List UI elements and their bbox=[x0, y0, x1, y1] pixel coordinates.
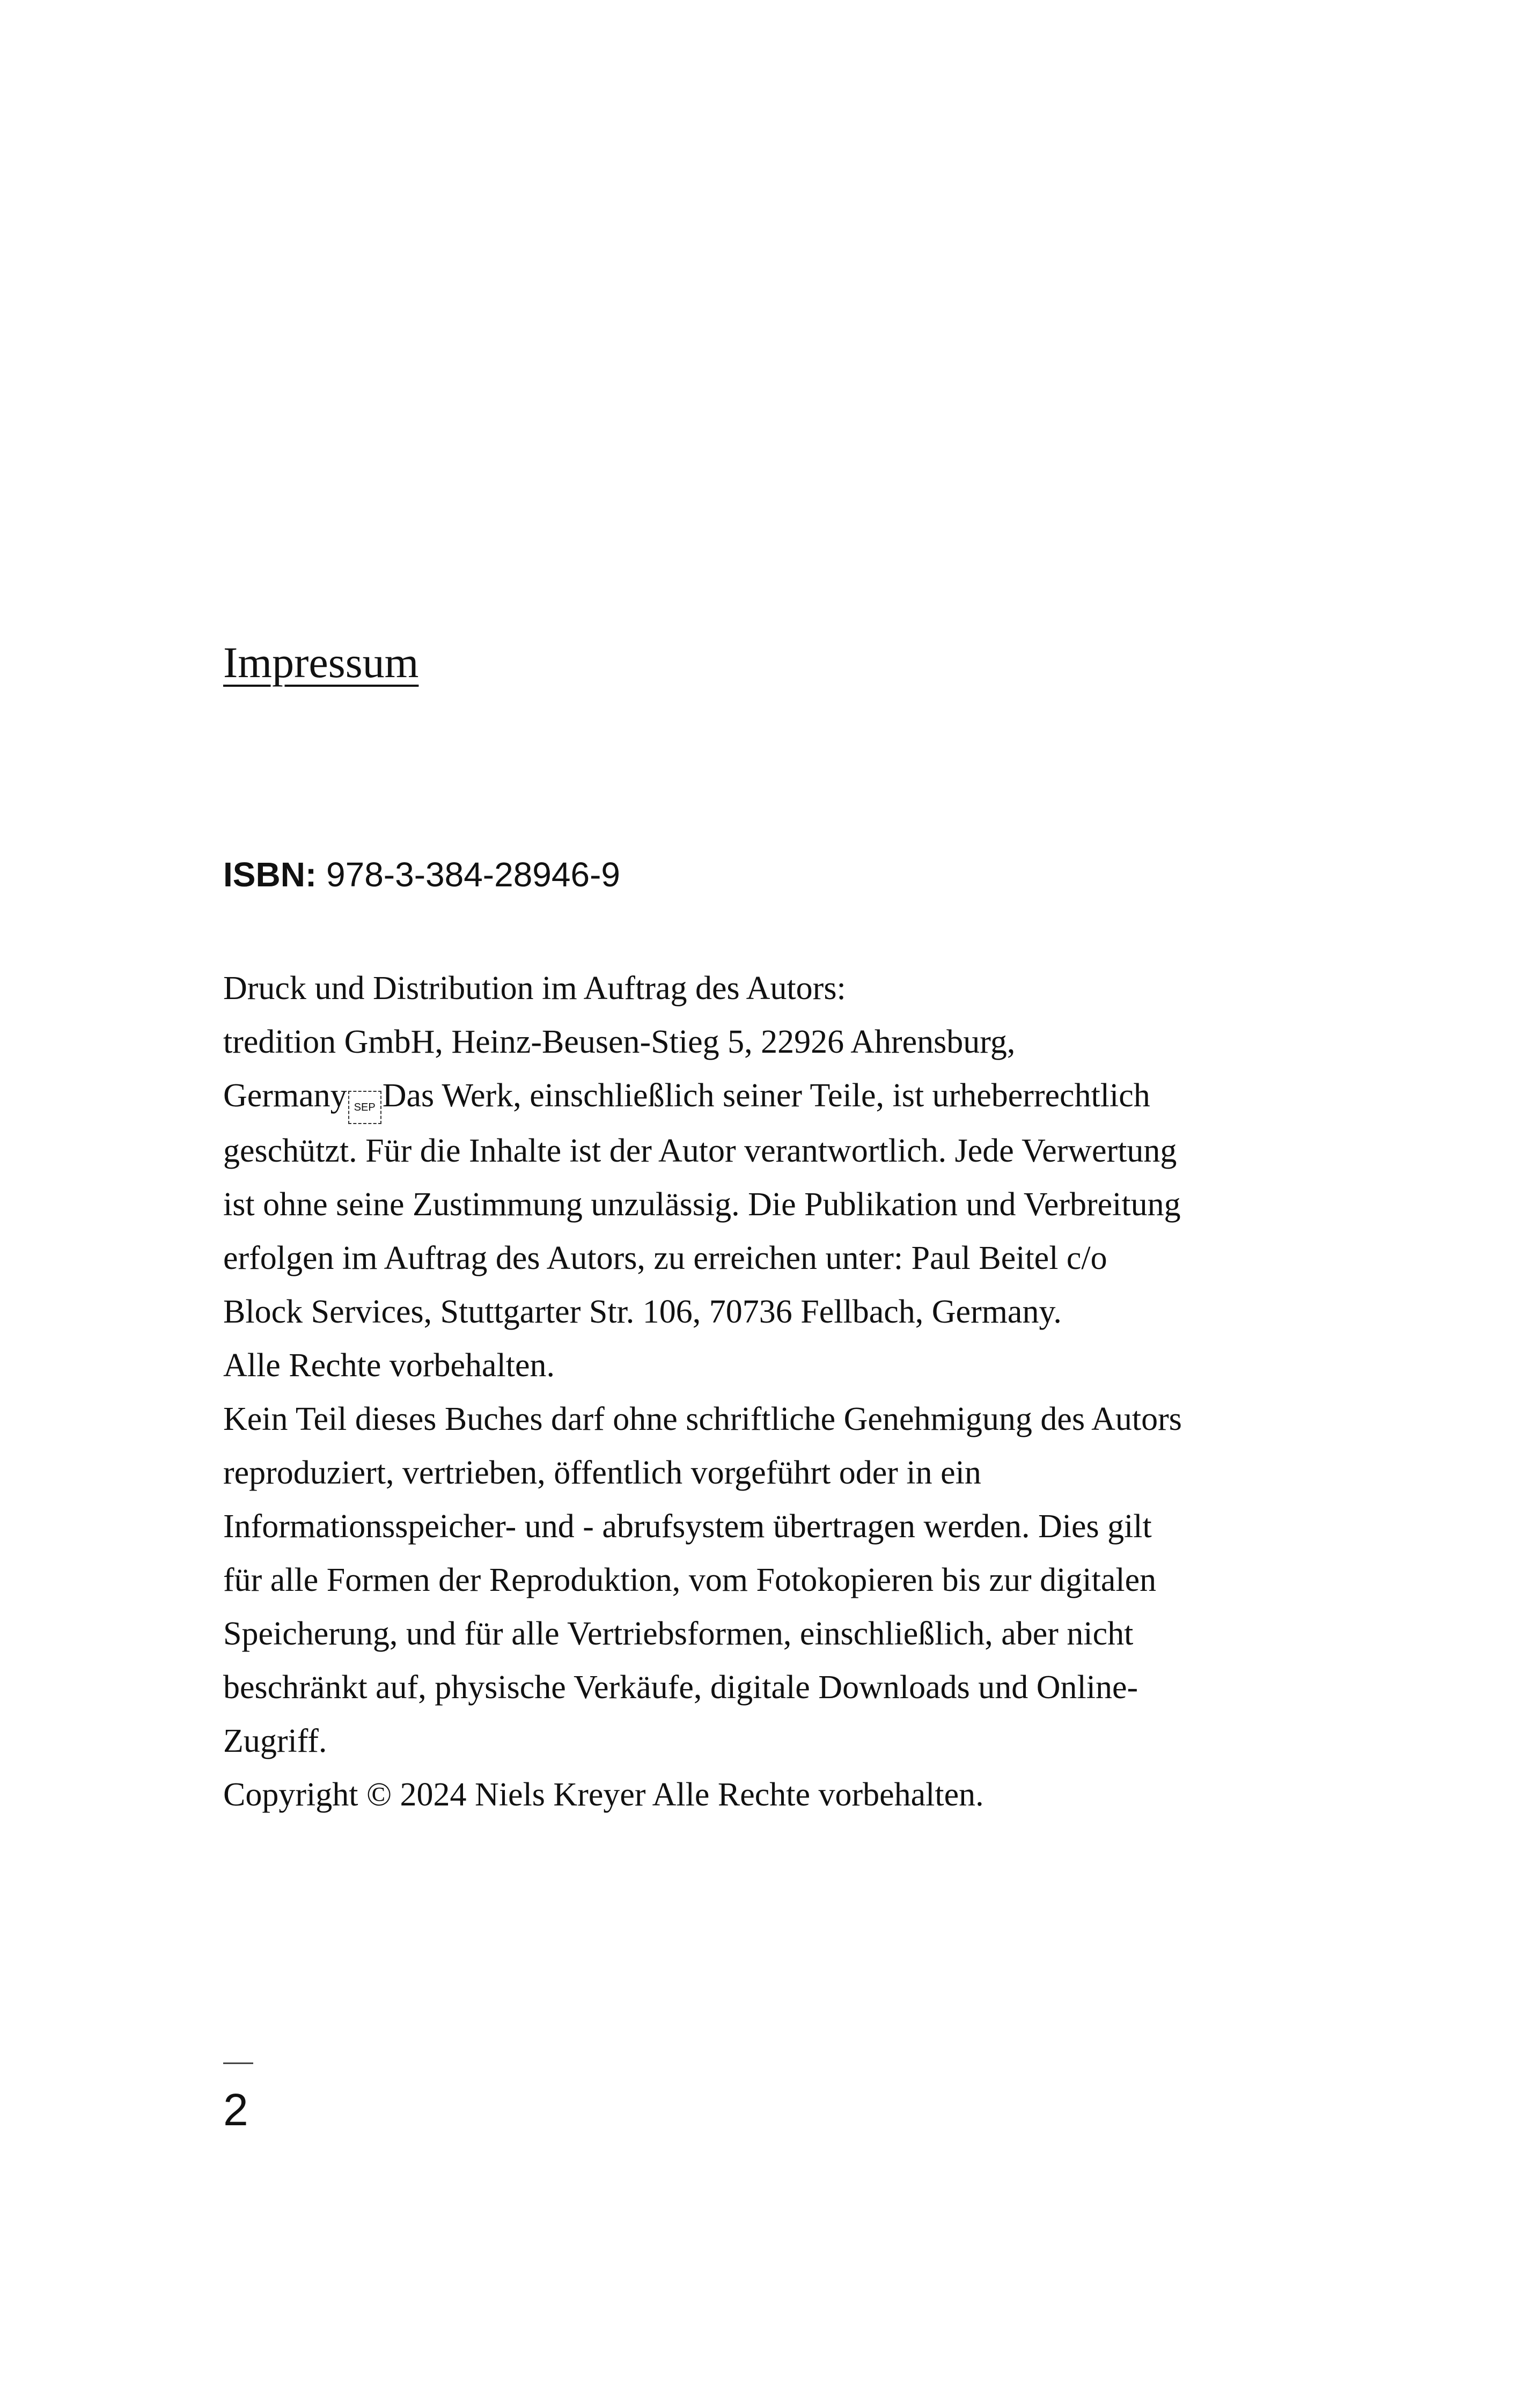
page-number: 2 bbox=[223, 2084, 248, 2135]
page-title: Impressum bbox=[223, 638, 419, 687]
text-line: Informationsspeicher- und - abrufsystem übertragen werden. Dies gilt bbox=[223, 1508, 1152, 1545]
text-line: tredition GmbH, Heinz-Beusen-Stieg 5, 22926 Ahrensburg, bbox=[223, 1024, 1016, 1060]
text-line: Zugriff. bbox=[223, 1723, 327, 1759]
isbn-line bbox=[223, 850, 620, 899]
copyright-line: Copyright © 2024 Niels Kreyer Alle Rechte vorbehalten. bbox=[223, 1776, 984, 1813]
text-line: erfolgen im Auftrag des Autors, zu erreichen unter: Paul Beitel c/o bbox=[223, 1240, 1107, 1276]
text-line: ist ohne seine Zustimmung unzulässig. Die Publikation und Verbreitung bbox=[223, 1186, 1181, 1223]
footer-divider bbox=[223, 2062, 253, 2064]
text-line bbox=[223, 1069, 1232, 1124]
text-line: geschützt. Für die Inhalte ist der Autor verantwortlich. Jede Verwertung bbox=[223, 1133, 1177, 1169]
text-line: beschränkt auf, physische Verkäufe, digitale Downloads und Online- bbox=[223, 1669, 1138, 1706]
separator-glyph-icon: SEP bbox=[348, 1091, 381, 1124]
text-segment: Das Werk, einschließlich seiner Teile, ist urheberrechtlich bbox=[382, 1077, 1150, 1114]
text-line: reproduziert, vertrieben, öffentlich vorgeführt oder in ein bbox=[223, 1455, 981, 1491]
text-line: für alle Formen der Reproduktion, vom Fotokopieren bis zur digitalen bbox=[223, 1562, 1157, 1598]
text-line: Kein Teil dieses Buches darf ohne schriftliche Genehmigung des Autors bbox=[223, 1401, 1182, 1437]
text-line: Druck und Distribution im Auftrag des Autors: bbox=[223, 970, 846, 1007]
imprint-text bbox=[223, 961, 1232, 1822]
isbn-label: ISBN: bbox=[223, 855, 317, 894]
text-line: Alle Rechte vorbehalten. bbox=[223, 1347, 555, 1384]
isbn-value: 978-3-384-28946-9 bbox=[326, 855, 620, 894]
text-line: Speicherung, und für alle Vertriebsformen, einschließlich, aber nicht bbox=[223, 1616, 1134, 1652]
text-segment: Germany bbox=[223, 1077, 347, 1114]
text-line: Block Services, Stuttgarter Str. 106, 70736 Fellbach, Germany. bbox=[223, 1294, 1062, 1330]
